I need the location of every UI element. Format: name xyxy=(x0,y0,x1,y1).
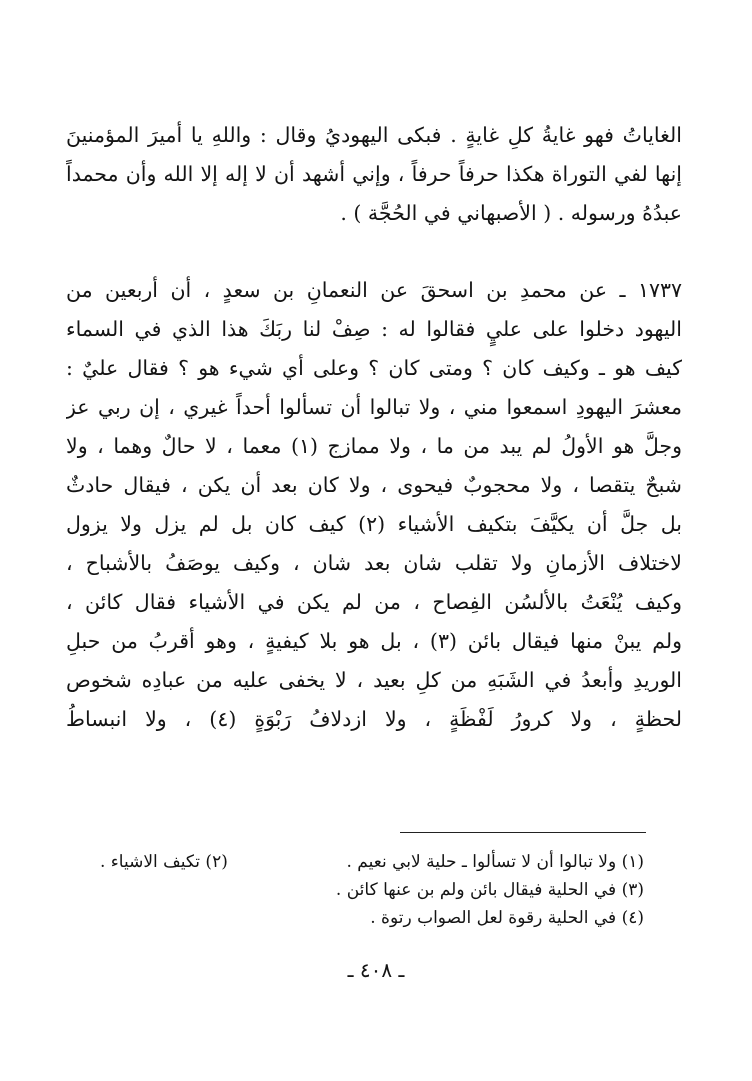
paragraph-2 xyxy=(66,271,682,739)
text-line: الغاياتُ فهو غايةُ كلِ غايةٍ . فبكى اليهوديُ وقال : واللهِ يا أميرَ المؤمنينَ xyxy=(66,123,682,147)
text-line: الوريدِ وأبعدُ في الشَبَهِ من كلِ بعيد ، لا يخفى عليه من عبادِه شخوص xyxy=(66,668,682,692)
footnote-1: (١) ولا تبالوا أن لا تسألوا ـ حلية لابي نعيم . xyxy=(346,852,644,872)
footnote-row xyxy=(100,876,644,904)
text-line: ١٧٣٧ ـ عن محمدِ بن اسحقَ عن النعمانِ بن سعدٍ ، أن أربعين من xyxy=(66,278,682,302)
text-line: بل جلَّ أن يكيَّفَ بتكيف الأشياء (٢) كيف كان بل لم يزل ولا يزول xyxy=(66,512,682,536)
footnote-3: (٣) في الحلية فيقال بائن ولم بن عنها كائن . xyxy=(335,880,644,900)
footnote-row xyxy=(100,904,644,932)
paragraph-1 xyxy=(66,116,682,233)
text-line: لاختلاف الأزمانِ ولا تقلب شان بعد شان ، وكيف يوصَفُ بالأشباح ، xyxy=(66,551,682,575)
text-line: وجلَّ هو الأولُ لم يبد من ما ، ولا ممازج (١) معما ، لا حالٌ وهما ، ولا xyxy=(66,434,682,458)
footnotes xyxy=(100,848,644,932)
text-line: اليهود دخلوا على عليٍ فقالوا له : صِفْ لنا ربَكَ هذا الذي في السماء xyxy=(66,317,682,341)
footnote-4: (٤) في الحلية رقوة لعل الصواب رتوة . xyxy=(370,908,644,928)
footnote-2: (٢) تكيف الاشياء . xyxy=(100,852,228,872)
text-line: وكيف يُنْعَتُ بالألسُن الفِصاح ، من لم يكن في الأشياء فقال كائن ، xyxy=(66,590,682,614)
text-line: شبحٌ يتقصا ، ولا محجوبٌ فيحوى ، ولا كان بعد أن يكن ، فيقال حادثٌ xyxy=(66,473,682,497)
page-number: ـ ٤٠٨ ـ xyxy=(347,958,405,982)
paragraph-gap xyxy=(66,233,682,271)
text-line: إنها لفي التوراة هكذا حرفاً حرفاً ، وإني أشهد أن لا إله إلا الله وأن محمداً xyxy=(66,162,682,186)
footnote-divider xyxy=(400,832,646,833)
text-line: ولم يبنْ منها فيقال بائن (٣) ، بل هو بلا كيفيةٍ ، وهو أقربُ من حبلِ xyxy=(66,629,682,653)
main-text xyxy=(66,116,682,739)
footnote-row xyxy=(100,848,644,876)
text-line: لحظةٍ ، ولا كرورُ لَفْظَةٍ ، ولا ازدلافُ رَبْوَةٍ (٤) ، ولا انبساطُ xyxy=(66,707,682,731)
text-line: عبدُهُ ورسوله . ( الأصبهاني في الحُجَّة ) . xyxy=(340,201,682,225)
text-line: كيف هو ـ وكيف كان ؟ ومتى كان ؟ وعلى أي شيء هو ؟ فقال عليٌ : xyxy=(66,356,682,380)
text-line: معشرَ اليهودِ اسمعوا مني ، ولا تبالوا أن تسألوا أحداً غيري ، إن ربي عز xyxy=(66,395,682,419)
